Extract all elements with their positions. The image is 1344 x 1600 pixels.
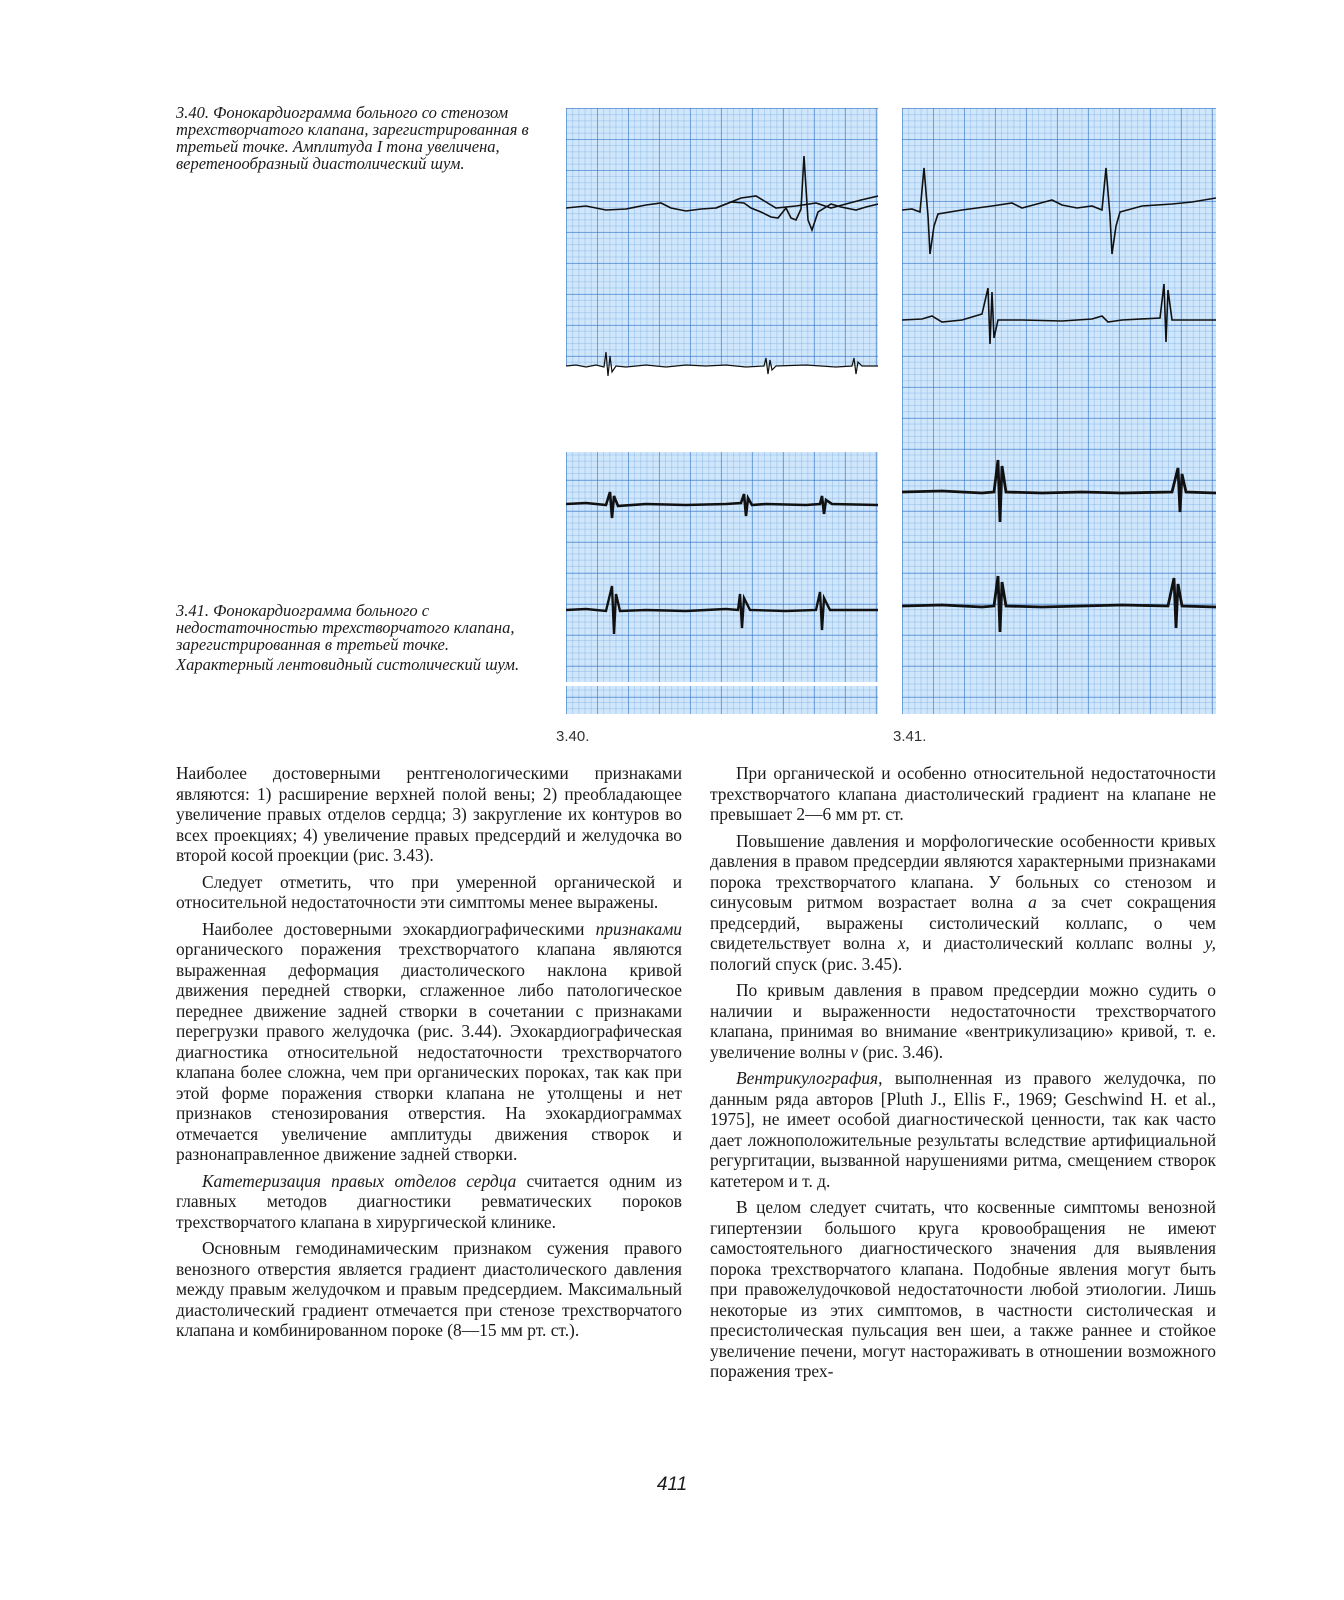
paragraph-text: органического поражения трехстворчатого клапана являются выраженная деформация диастолического наклона кривой движения передней створки, сглаженное либо патологическое переднее движение задней створки в сочетании с признаками перегрузки правого желудочка (рис. 3.44). Эхокардиографическая диагностика относительной недостаточности трехстворчатого клапана более сложна, чем при органических пороках, так как при этой форме поражения створки клапана не утолщены и нет признаков стенозирования отверстия. На эхокардиограммах отмечается увеличение амплитуды движения створок и разнонаправленное движение задней створки. xyxy=(176,939,682,1164)
phonocardiogram-traces xyxy=(902,108,1216,714)
caption-text: 3.40. Фонокардиограмма больного со стенозом трехстворчатого клапана, зарегистрированная в третьей точке. Амплитуда I тона увеличена, веретенообразный диастолический шум. xyxy=(176,103,529,173)
figure-3-41-caption xyxy=(176,602,534,676)
wave-label: х, xyxy=(897,933,910,953)
paragraph xyxy=(710,1068,1216,1191)
phono-trace-2 xyxy=(902,460,1216,522)
paragraph xyxy=(176,919,682,1165)
page-number: 411 xyxy=(656,1474,688,1495)
paragraph-text: Наиболее достоверными эхокардиографическими xyxy=(202,918,596,939)
phonocardiogram-3-40 xyxy=(566,108,878,714)
text-column-left xyxy=(176,763,682,1347)
paragraph-text: (рис. 3.46). xyxy=(857,1041,944,1062)
phonocardiogram-traces xyxy=(566,108,878,714)
emphasis-text: Катетеризация правых отделов сердца xyxy=(202,1170,517,1191)
paragraph: Следует отметить, что при умеренной органической и относительной недостаточности эти симптомы менее выражены. xyxy=(176,871,682,912)
paragraph-text: за счет сокращения предсердий, выражены систолический коллапс, о чем свидетельствует волна xyxy=(710,892,1216,953)
text-column-right xyxy=(710,763,1216,1388)
wave-label: v xyxy=(850,1041,858,1062)
figure-label-3-41: 3.41. xyxy=(893,728,927,745)
phono-trace-3 xyxy=(902,576,1216,632)
phono-trace-1 xyxy=(902,284,1216,344)
paragraph-text: и диастолический коллапс волны xyxy=(909,933,1205,953)
phono-trace-1 xyxy=(566,352,878,376)
ecg-trace xyxy=(902,168,1216,254)
paragraph-text: считается одним из главных методов диагностики ревматических пороков трехстворчатого клапана в хирургической клинике. xyxy=(176,1170,682,1232)
figure-label-3-40: 3.40. xyxy=(556,728,590,745)
paragraph-text: пологий спуск (рис. 3.45). xyxy=(710,953,903,974)
paragraph: Основным гемодинамическим признаком сужения правого венозного отверстия является градиент диастолического давления между правым желудочком и правым предсердием. Максимальный диастолический градиент отмечается при стенозе трехстворчатого клапана и комбинированном пороке (8—15 мм рт. ст.). xyxy=(176,1238,682,1340)
paragraph: Наиболее достоверными рентгенологическими признаками являются: 1) расширение верхней полой вены; 2) преобладающее увеличение правых отделов сердца; 3) закругление их контуров во всех проекциях; 4) увеличение правых предсердий и желудочка во второй косой проекции (рис. 3.43). xyxy=(176,763,682,865)
paragraph: При органической и особенно относительной недостаточности трехстворчатого клапана диастолический градиент на клапане не превышает 2—6 мм рт. ст. xyxy=(710,763,1216,824)
paragraph-text: выполненная из правого желудочка, по данным ряда авторов [Pluth J., Ellis F., 1969; Geschwind H. et al., 1975], не имеет особой диагностической ценности, так как часто дает ложноположительные результаты вследствие артифициальной регургитации, вызванной нарушениями ритма, смещением створок катетером и т. д. xyxy=(710,1068,1216,1191)
wave-label: у, xyxy=(1204,933,1216,953)
paragraph: В целом следует считать, что косвенные симптомы венозной гипертензии большого круга кровообращения не имеют самостоятельного диагностического значения для выявления порока трехстворчатого клапана. Подобные явления могут быть при правожелудочковой недостаточности любой этиологии. Лишь некоторые из этих симптомов, в частности систолическая и пресистолическая пульсация вен шеи, а также раннее и стойкое увеличение печени, могут настораживать в отношении возможного поражения трех- xyxy=(710,1197,1216,1381)
paragraph-text: Повышение давления и морфологические особенности кривых давления в правом предсердии являются характерными признаками порока трехстворчатого клапана. У больных со стенозом и синусовым ритмом возрастает волна xyxy=(710,830,1216,912)
caption-text: 3.41. Фонокардиограмма больного с недостаточностью трехстворчатого клапана, зарегистрированная в третьей точке. xyxy=(176,601,515,654)
emphasis-text: Вентрикулография, xyxy=(736,1068,883,1088)
phono-trace-3 xyxy=(566,586,878,634)
wave-label: а xyxy=(1028,892,1037,912)
caption-text-extra: Характерный лентовидный систолический шум. xyxy=(176,655,520,674)
figure-3-40-caption xyxy=(176,104,534,175)
ecg-trace xyxy=(566,156,878,230)
phono-trace-2 xyxy=(566,492,878,518)
paragraph-text: По кривым давления в правом предсердии можно судить о наличии и выраженности недостаточности трехстворчатого клапана, принимая во внимание «вентрикулизацию» кривой, т. е. увеличение волны xyxy=(710,980,1216,1062)
emphasis-text: признаками xyxy=(595,918,682,939)
paragraph xyxy=(176,1171,682,1233)
paragraph xyxy=(710,980,1216,1062)
paragraph xyxy=(710,831,1216,975)
phonocardiogram-3-41 xyxy=(902,108,1216,714)
